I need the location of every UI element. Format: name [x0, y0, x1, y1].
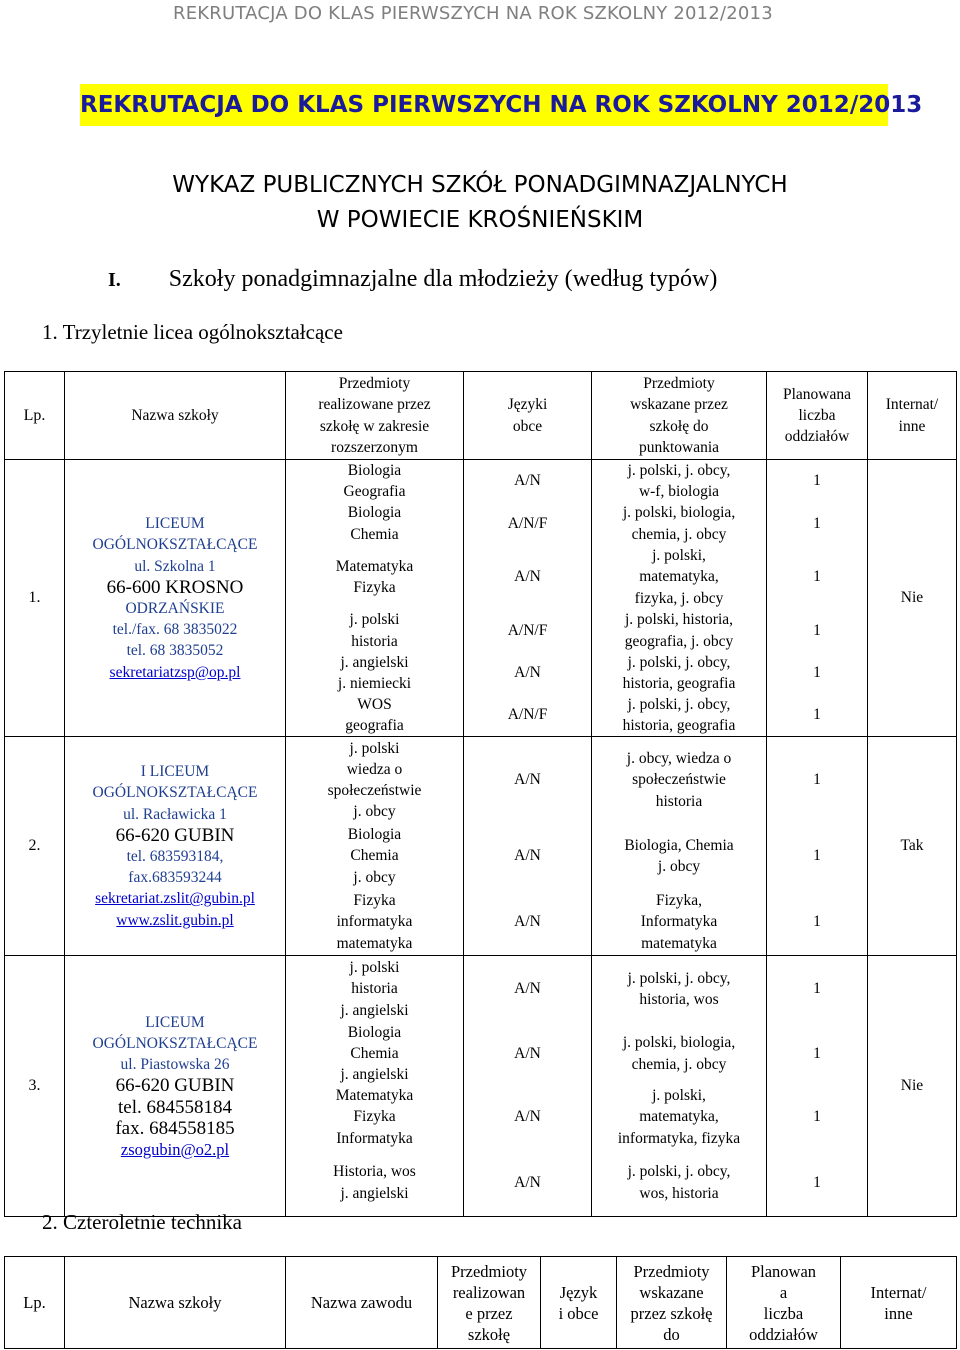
subject-line: Chemia [350, 525, 399, 543]
planned-classes-value: 1 [813, 847, 821, 865]
scored-subject-group [592, 956, 766, 1022]
header-languages [464, 372, 592, 460]
subject-line: j. obcy [353, 868, 396, 886]
subject-column [286, 956, 464, 1217]
language-group [464, 823, 591, 889]
school-info-line: tel. 683593184, [126, 848, 224, 865]
subject-line: j. angielski [340, 1001, 409, 1019]
scored-subject-line: j. polski, j. obcy, [627, 1163, 731, 1181]
subject-group [286, 1149, 463, 1216]
subject-line: Chemia [350, 847, 399, 865]
subject-line: Historia, wos [333, 1163, 416, 1181]
header-line: realizowane przez [318, 396, 431, 414]
subject-line: j. polski [349, 611, 400, 629]
language-value: A/N [514, 980, 541, 998]
scored-subject-line: matematyka, [639, 1108, 719, 1126]
school-info-line: 66-620 GUBIN [115, 1075, 235, 1097]
language-value: A/N [514, 847, 541, 865]
language-value: A/N [514, 913, 541, 931]
header-line: Język [559, 1282, 598, 1302]
scored-subject-line: w-f, biologia [638, 483, 720, 500]
planned-classes-group [767, 652, 867, 694]
scored-subject-group [592, 545, 766, 609]
planned-classes-value: 1 [813, 980, 821, 998]
subject-line: Biologia [347, 504, 402, 522]
language-value: A/N [514, 1173, 541, 1191]
language-group [464, 652, 591, 694]
header-line: wskazane przez [630, 396, 728, 414]
subject-line: j. polski [349, 959, 400, 977]
header-line: inne [898, 417, 926, 435]
section-heading-technika: 2. Czteroletnie technika [42, 1210, 243, 1234]
school-link[interactable]: sekretariatzsp@op.pl [109, 663, 241, 681]
scored-subject-column [592, 737, 767, 956]
header-line: inne [884, 1303, 913, 1323]
school-info-line: OGÓLNOKSZTAŁCĄCE [92, 1034, 258, 1052]
school-info-line: LICEUM [145, 515, 205, 533]
planned-classes-group [767, 609, 867, 652]
scored-subject-group [592, 889, 766, 955]
language-column [464, 460, 592, 737]
school-lp: 3. [5, 956, 65, 1217]
subject-line: Biologia [347, 826, 402, 844]
header-subjects [286, 372, 464, 460]
school-info-line: LICEUM [145, 1013, 205, 1031]
scored-subject-line: Informatyka [640, 913, 718, 931]
scored-subject-line: społeczeństwie [632, 771, 726, 789]
school-info-line: fax. 684558185 [115, 1117, 235, 1139]
school-info-line: ul. Racławicka 1 [123, 805, 227, 823]
school-row [5, 956, 957, 1217]
school-info-line: ul. Szkolna 1 [134, 557, 216, 575]
language-column [464, 956, 592, 1217]
planned-classes-group [767, 460, 867, 502]
scored-subject-line: historia [655, 792, 703, 810]
language-group [464, 737, 591, 823]
part-number: I. [108, 269, 121, 291]
subject-line: społeczeństwie [327, 782, 422, 799]
header-line: wskazane [639, 1282, 704, 1302]
header-line: Planowan [750, 1261, 817, 1281]
internat-value: Nie [868, 956, 957, 1217]
header-subjects [438, 1257, 541, 1349]
subject-line: Informatyka [336, 1129, 413, 1147]
subject-group [286, 737, 463, 823]
planned-classes-group [767, 737, 867, 823]
scored-subject-line: informatyka, fizyka [617, 1129, 741, 1147]
language-group [464, 889, 591, 955]
language-value: A/N [514, 568, 541, 586]
licea-header-row [5, 372, 957, 460]
subject-line: Biologia [347, 461, 402, 479]
main-title: REKRUTACJA DO KLAS PIERWSZYCH NA ROK SZKOLNY 2012/2013 [80, 84, 888, 126]
header-line: Internat/ [885, 396, 939, 414]
header-line: do [663, 1324, 680, 1344]
planned-classes-group [767, 956, 867, 1022]
language-group [464, 694, 591, 736]
language-value: A/N [514, 771, 541, 789]
header-line: szkołę [467, 1324, 511, 1344]
header-internat [868, 372, 957, 460]
header-line: liczba [798, 406, 836, 424]
school-lp: 2. [5, 737, 65, 956]
planned-classes-group [767, 1149, 867, 1216]
header-line: e przez [465, 1303, 513, 1323]
subject-group [286, 609, 463, 652]
language-group [464, 1149, 591, 1216]
header-planned-classes [767, 372, 868, 460]
header-line: Przedmioty [643, 375, 715, 393]
header-line: oddziałów [749, 1324, 818, 1344]
scored-subject-line: historia, wos [639, 991, 719, 1008]
school-info [65, 460, 286, 737]
header-line: liczba [763, 1303, 804, 1323]
internat-value: Nie [868, 460, 957, 737]
planned-classes-group [767, 694, 867, 736]
subject-group [286, 889, 463, 955]
language-value: A/N [514, 1044, 541, 1062]
language-value: A/N/F [507, 514, 548, 532]
header-line: punktowania [638, 438, 720, 456]
scored-subject-line: j. polski, historia, [624, 611, 734, 629]
scored-subject-line: Fizyka, [655, 892, 703, 910]
planned-classes-column [767, 460, 868, 737]
scored-subject-group [592, 460, 766, 502]
planned-classes-value: 1 [813, 1173, 821, 1191]
scored-subject-line: j. polski, j. obcy, [627, 969, 731, 987]
technika-header-row [5, 1257, 957, 1349]
school-row [5, 460, 957, 737]
planned-classes-value: 1 [813, 771, 821, 789]
language-group [464, 502, 591, 545]
subject-group [286, 694, 463, 736]
planned-classes-value: 1 [813, 621, 821, 639]
planned-classes-column [767, 956, 868, 1217]
subject-line: j. obcy [353, 803, 396, 821]
school-info-line: OGÓLNOKSZTAŁCĄCE [92, 536, 258, 554]
subject-group [286, 460, 463, 502]
part-heading [108, 266, 717, 293]
header-school-name: Nazwa szkoły [65, 1257, 286, 1349]
section-heading-licea: 1. Trzyletnie licea ogólnokształcące [42, 320, 343, 344]
subject-line: wiedza o [346, 760, 403, 778]
school-row [5, 737, 957, 956]
subject-line: geografia [345, 717, 404, 734]
planned-classes-group [767, 1022, 867, 1085]
scored-subject-line: matematyka [641, 934, 717, 952]
header-line: rozszerzonym [331, 438, 418, 456]
subject-line: j. angielski [340, 1066, 409, 1084]
header-line: realizowan [452, 1282, 526, 1302]
subtitle-line-1: WYKAZ PUBLICZNYCH SZKÓŁ PONADGIMNAZJALNYCH [172, 172, 788, 198]
scored-subject-line: j. polski, biologia, [622, 1034, 736, 1052]
language-column [464, 737, 592, 956]
header-line: a [779, 1282, 788, 1302]
header-languages [541, 1257, 617, 1349]
school-info-line: tel. 68 3835052 [126, 642, 224, 660]
running-header: REKRUTACJA DO KLAS PIERWSZYCH NA ROK SZKOLNY 2012/2013 [173, 3, 773, 24]
school-info-line: 66-600 KROSNO [106, 576, 244, 598]
header-lp: Lp. [5, 372, 65, 460]
subject-line: WOS [357, 695, 392, 713]
school-info-line: fax.683593244 [128, 869, 222, 887]
scored-subject-group [592, 1085, 766, 1149]
school-lp: 1. [5, 460, 65, 737]
subject-line: j. angielski [340, 1184, 409, 1202]
school-info [65, 737, 286, 956]
school-link[interactable]: www.zslit.gubin.pl [116, 911, 234, 929]
scored-subject-line: geografia, j. obcy [624, 632, 734, 650]
subject-column [286, 460, 464, 737]
planned-classes-group [767, 502, 867, 545]
header-line: oddziałów [784, 428, 850, 446]
school-info-line: OGÓLNOKSZTAŁCĄCE [92, 784, 258, 802]
header-line: przez szkołę [630, 1303, 713, 1323]
language-value: A/N [514, 664, 541, 682]
scored-subject-line: j. polski, [652, 1087, 706, 1105]
scored-subject-group [592, 823, 766, 889]
language-group [464, 609, 591, 652]
header-line: Przedmioty [633, 1261, 710, 1281]
scored-subject-column [592, 460, 767, 737]
subject-group [286, 545, 463, 609]
scored-subject-line: Biologia, Chemia [624, 836, 734, 854]
subject-group [286, 502, 463, 545]
internat-value: Tak [868, 737, 957, 956]
school-info-line: ODRZAŃSKIE [125, 600, 225, 617]
school-link[interactable]: sekretariat.zslit@gubin.pl [95, 890, 255, 908]
scored-subject-group [592, 502, 766, 545]
scored-subject-group [592, 694, 766, 736]
planned-classes-value: 1 [813, 472, 821, 490]
planned-classes-value: 1 [813, 1108, 821, 1126]
header-profession: Nazwa zawodu [286, 1257, 438, 1349]
header-line: Przedmioty [450, 1261, 528, 1281]
planned-classes-group [767, 545, 867, 609]
header-planned-classes [727, 1257, 841, 1349]
planned-classes-value: 1 [813, 568, 821, 586]
planned-classes-value: 1 [813, 514, 821, 532]
school-info-line: ul. Piastowska 26 [120, 1056, 230, 1074]
scored-subject-line: historia, geografia [622, 717, 736, 734]
school-info-line: 66-620 GUBIN [115, 824, 235, 846]
header-line: obce [512, 417, 543, 435]
planned-classes-value: 1 [813, 706, 821, 724]
school-info-line: tel. 684558184 [118, 1096, 232, 1118]
scored-subject-line: j. polski, j. obcy, [627, 461, 731, 479]
subject-line: matematyka [336, 934, 413, 952]
language-group [464, 1022, 591, 1085]
language-value: A/N [514, 1108, 541, 1126]
subject-line: Geografia [343, 483, 406, 500]
subject-line: historia [351, 980, 398, 998]
subject-line: Fizyka [353, 892, 396, 910]
scored-subject-group [592, 652, 766, 694]
subject-group [286, 956, 463, 1022]
language-value: A/N [514, 472, 541, 490]
header-lp: Lp. [5, 1257, 65, 1349]
subject-line: j. niemiecki [337, 675, 412, 692]
language-value: A/N/F [507, 706, 548, 724]
part-title: Szkoły ponadgimnazjalne dla młodzieży (według typów) [168, 266, 718, 292]
planned-classes-group [767, 889, 867, 955]
scored-subject-group [592, 737, 766, 823]
header-line: Przedmioty [338, 375, 411, 393]
school-link[interactable]: zsogubin@o2.pl [120, 1140, 230, 1159]
header-internat [841, 1257, 957, 1349]
language-value: A/N/F [507, 621, 548, 639]
subject-group [286, 652, 463, 694]
header-line: Planowana [782, 385, 851, 403]
header-scored-subjects [592, 372, 767, 460]
planned-classes-column [767, 737, 868, 956]
subject-line: j. angielski [340, 653, 409, 671]
subject-line: Biologia [347, 1023, 402, 1041]
scored-subject-line: matematyka, [639, 568, 719, 586]
scored-subject-line: wos, historia [639, 1184, 719, 1202]
header-line: Internat/ [870, 1282, 927, 1302]
planned-classes-group [767, 1085, 867, 1149]
header-scored-subjects [617, 1257, 727, 1349]
scored-subject-line: j. polski, j. obcy, [627, 695, 731, 713]
scored-subject-line: j. polski, j. obcy, [627, 653, 731, 671]
subtitle-line-2: W POWIECIE KROŚNIEŃSKIM [316, 207, 644, 233]
school-info [65, 956, 286, 1217]
planned-classes-group [767, 823, 867, 889]
language-group [464, 460, 591, 502]
header-line: szkołę w zakresie [319, 417, 430, 435]
scored-subject-line: chemia, j. obcy [631, 1055, 727, 1073]
scored-subject-line: j. obcy, wiedza o [626, 750, 732, 768]
subject-line: j. polski [349, 739, 400, 757]
subject-column [286, 737, 464, 956]
subject-group [286, 1085, 463, 1149]
scored-subject-column [592, 956, 767, 1217]
header-line: szkołę do [649, 417, 709, 435]
subject-line: Matematyka [335, 1087, 414, 1105]
scored-subject-line: j. polski, biologia, [622, 504, 736, 522]
subject-line: historia [351, 632, 398, 650]
planned-classes-value: 1 [813, 664, 821, 682]
licea-table [4, 371, 957, 1217]
subject-line: Fizyka [353, 579, 396, 596]
scored-subject-line: j. obcy [657, 858, 701, 875]
header-line: Języki [507, 396, 548, 414]
scored-subject-line: fizyka, j. obcy [634, 589, 724, 607]
subject-group [286, 1022, 463, 1085]
scored-subject-line: historia, geografia [622, 675, 736, 692]
header-school-name: Nazwa szkoły [65, 372, 286, 460]
scored-subject-line: chemia, j. obcy [631, 525, 727, 543]
subject-line: Fizyka [353, 1108, 396, 1126]
language-group [464, 545, 591, 609]
scored-subject-group [592, 1149, 766, 1216]
header-line: i obce [558, 1303, 599, 1323]
scored-subject-line: j. polski, [652, 547, 706, 565]
school-info-line: tel./fax. 68 3835022 [112, 621, 238, 639]
language-group [464, 956, 591, 1022]
language-group [464, 1085, 591, 1149]
planned-classes-value: 1 [813, 913, 821, 931]
scored-subject-group [592, 1022, 766, 1085]
subject-line: Matematyka [335, 557, 414, 575]
school-info-line: I LICEUM [140, 763, 210, 781]
subject-line: Chemia [350, 1044, 399, 1062]
subject-group [286, 823, 463, 889]
scored-subject-group [592, 609, 766, 652]
technika-table [4, 1256, 957, 1349]
planned-classes-value: 1 [813, 1044, 821, 1062]
subject-line: informatyka [336, 913, 413, 931]
